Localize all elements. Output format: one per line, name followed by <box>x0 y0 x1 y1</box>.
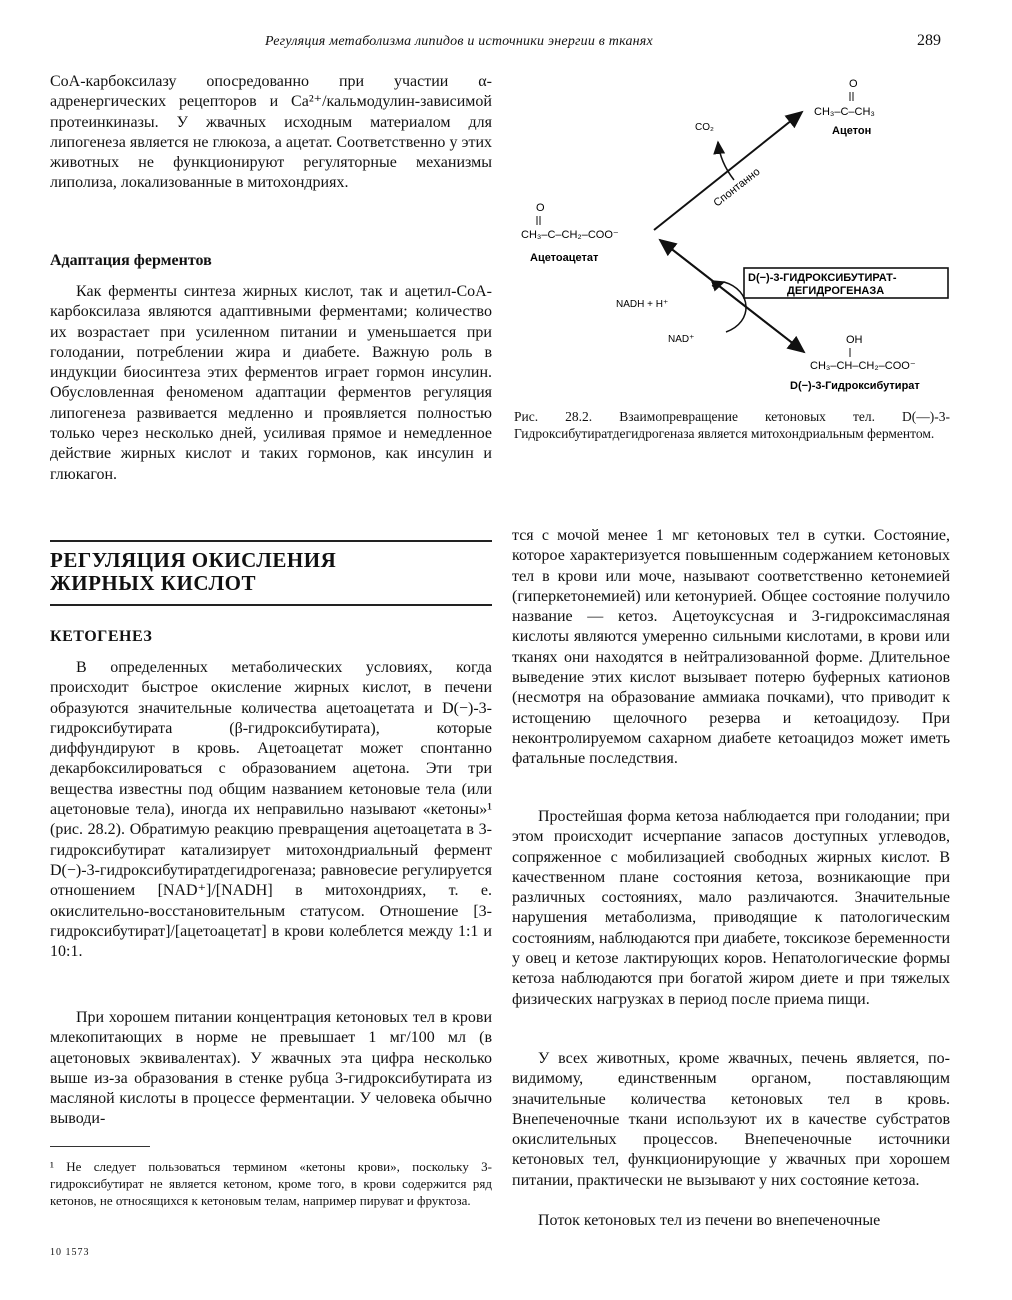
hydroxybutyrate-label: D(−)-3-Гидроксибутират <box>790 380 920 392</box>
acetoacetate-label: Ацетоацетат <box>530 252 599 264</box>
page-number: 289 <box>917 32 941 49</box>
co2-label: CO₂ <box>695 122 714 133</box>
right-paragraph-4: Поток кетоновых тел из печени во внепеченочные <box>538 1212 881 1229</box>
section-rule-top <box>50 540 492 542</box>
section-title-line-2: ЖИРНЫХ КИСЛОТ <box>50 571 256 595</box>
co2-release-arrow <box>718 142 734 180</box>
right-paragraph-3: У всех животных, кроме жвачных, печень является, по-видимому, единственным органом, поставляющим значительные количества кетоновых тел в кровь. Внепеченочные ткани используют их в качестве субстратов окислительных процессов. Внепеченочные источники кетоновых тел, функционирующие у жвачных при хорошем питании, практически не вызывают у них состояние кетоза. <box>512 1050 950 1189</box>
acetone-label: Ацетон <box>832 125 872 137</box>
right-paragraph-1: тся с мочой менее 1 мг кетоновых тел в сутки. Состояние, которое характеризуется повышенным содержанием кетоновых тел в крови или моче, называют соответственно кетонемией (гиперкетонемией) или кетонурией. Общее состояние получило название — кетоз. Ацетоуксусная и 3-гидроксимасляная кислоты являются умеренно сильными кислотами, в крови или тканях они находятся в нейтрализованной форме. Длительное выведение этих кислот вызывает потерю буферных катионов (несмотря на образование аммиака почками), что приводит к истощению щелочного резерва и кетоацидозу. При неконтролируемом сахарном диабете кетоацидоз может иметь фатальные последствия. <box>512 527 950 768</box>
acetone-formula: CH₃–C–CH₃ <box>814 106 875 118</box>
section-title-line-1: РЕГУЛЯЦИЯ ОКИСЛЕНИЯ <box>50 548 337 572</box>
ketogenesis-paragraph-1: В определенных метаболических условиях, когда происходит быстрое окисление жирных кислот, в печени образуются значительные количества ацетоацетата и D(−)-3-гидроксибутирата (β-гидроксибутирата), которые диффундируют в кровь. Ацетоацетат может спонтанно декарбоксилироваться с образованием ацетона. Эти три вещества известны под общим названием кетоновые тела (или ацетоновые тела), иногда их неправильно называют «кетоны»¹ (рис. 28.2). Обратимую реакцию превращения ацетоацетата в 3-гидроксибутират катализирует митохондриальный фермент D(−)-3-гидроксибутиратдегидрогеназа; равновесие регулируется отношением [NAD⁺]/[NADH] в митохондриях, т. е. окислительно-восстановительным статусом. Отношение [3-гидроксибутират]/[ацетоацетат] в крови колеблется между 1:1 и 10:1. <box>50 659 492 961</box>
nad-label: NAD⁺ <box>668 334 695 345</box>
section-rule-bottom <box>50 604 492 606</box>
print-code: 10 1573 <box>50 1247 90 1258</box>
intro-paragraph: СоА-карбоксилазу опосредованно при участии α-адренергических рецепторов и Ca²⁺/кальмодулин-зависимой протеинкиназы. У жвачных исходным материалом для липогенеза является не глюкоза, а ацетат. Соответственно у этих животных не функционируют регуляторные механизмы липолиза, локализованные в митохондриях. <box>50 73 492 192</box>
cofactor-arc <box>724 282 746 332</box>
figure-caption: Рис. 28.2. Взаимопревращение кетоновых тел. D(—)-3-Гидроксибутиратдегидрогеназа является митохондриальным ферментом. <box>514 409 950 441</box>
spontaneous-label: Спонтанно <box>711 165 763 210</box>
acetoacetate-formula: CH₃–C–CH₂–COO⁻ <box>521 229 619 241</box>
footnote: ¹ Не следует пользоваться термином «кетоны крови», поскольку 3-гидроксибутират не является кетоном, кроме того, в крови содержится ряд кетонов, не относящихся к кетоновым телам, например пируват и фруктоза. <box>50 1159 492 1208</box>
hydroxybutyrate-formula: CH₃–CH–CH₂–COO⁻ <box>810 360 916 372</box>
ketone-bodies-diagram <box>512 70 952 395</box>
right-paragraph-2: Простейшая форма кетоза наблюдается при голодании; при этом происходит исчерпание запасов доступных углеводов, сопряженное с мобилизацией свободных жирных кислот. В качественном плане состояния кетоза, возникающие при различных состояниях, мало различаются. Значительные нарушения метаболизма, приводящие к патологическим состояниям, наблюдаются при диабете, токсикозе беременности у овец и кетозе лактирующих коров. Непатологические формы кетоза наблюдаются при богатой жиром диете и при тяжелых физических нагрузках в период после приема пищи. <box>512 808 951 1008</box>
enzyme-name-line-2: ДЕГИДРОГЕНАЗА <box>787 285 885 297</box>
ketogenesis-paragraph-2: При хорошем питании концентрация кетоновых тел в крови млекопитающих в норме не превышает 1 мг/100 мл (в ацетоновых эквивалентах). У жвачных эта цифра несколько выше из-за образования в стенке рубца 3-гидроксибутирата из масляной кислоты в процессе ферментации. У человека обычно выводи- <box>50 1009 492 1128</box>
enzyme-name-line-1: D(−)-3-ГИДРОКСИБУТИРАТ- <box>748 272 897 284</box>
hydroxybutyrate-oh: OH <box>846 334 863 346</box>
acetone-oxygen: O <box>849 78 858 90</box>
spontaneous-arrow <box>654 112 802 230</box>
running-header: Регуляция метаболизма липидов и источники энергии в тканях <box>265 34 653 49</box>
adaptation-paragraph: Как ферменты синтеза жирных кислот, так и ацетил-СоА-карбоксилаза являются адаптивными ферментами; количество их возрастает при усиленном питании и уменьшается при голодании, потреблении жира и диабете. Важную роль в индукции биосинтеза этих ферментов играет гормон инсулин. Обусловленная феноменом адаптации ферментов регуляция липогенеза развивается медленно и проявляется полностью только через несколько дней, усиливая прямое и немедленное действие жирных кислот и таких гормонов, как инсулин и глюкагон. <box>50 283 492 483</box>
adaptation-heading: Адаптация ферментов <box>50 252 212 269</box>
nadh-label: NADH + H⁺ <box>616 299 669 310</box>
acetoacetate-oxygen: O <box>536 202 545 214</box>
footnote-rule <box>50 1146 150 1147</box>
ketogenesis-heading: КЕТОГЕНЕЗ <box>50 628 153 645</box>
